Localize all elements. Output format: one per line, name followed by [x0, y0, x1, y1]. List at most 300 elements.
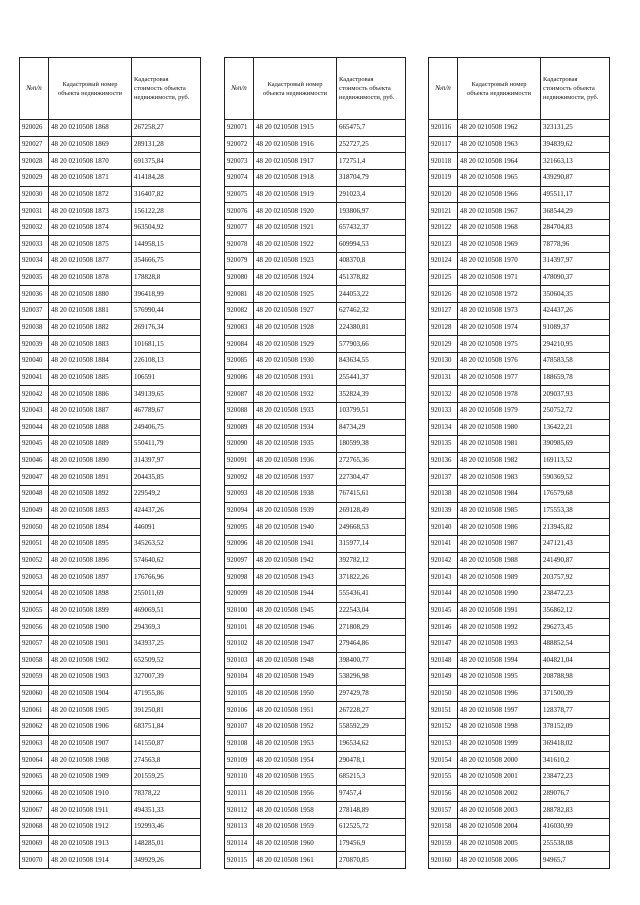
- row-number: 920046: [20, 452, 49, 469]
- table-row: [20, 336, 201, 353]
- cadastral-number: 48 20 0210508 1909: [49, 768, 132, 785]
- cadastral-number: 48 20 0210508 1935: [254, 436, 337, 453]
- row-number: 920065: [20, 768, 49, 785]
- cadastral-number: 48 20 0210508 1950: [254, 685, 337, 702]
- cadastral-number: 48 20 0210508 1893: [49, 502, 132, 519]
- cadastral-number: 48 20 0210508 1969: [458, 236, 541, 253]
- row-number: 920126: [429, 286, 458, 303]
- header-cadastral-value: Кадастровая стоимость объекта недвижимости, руб.: [337, 58, 406, 120]
- table-row: [429, 702, 610, 719]
- cadastral-value: 247121,43: [541, 536, 610, 553]
- cadastral-value: 176766,96: [132, 569, 201, 586]
- cadastral-number: 48 20 0210508 1870: [49, 153, 132, 170]
- cadastral-value: 269176,34: [132, 319, 201, 336]
- cadastral-number: 48 20 0210508 1920: [254, 203, 337, 220]
- table-row: [20, 785, 201, 802]
- row-number: 920075: [225, 186, 254, 203]
- table-row: [20, 652, 201, 669]
- cadastral-value: 349139,65: [132, 386, 201, 403]
- table-row: [225, 369, 406, 386]
- cadastral-value: 284704,83: [541, 219, 610, 236]
- row-number: 920124: [429, 253, 458, 270]
- row-number: 920095: [225, 519, 254, 536]
- table-row: [20, 619, 201, 636]
- table-row: [429, 136, 610, 153]
- table-row: [225, 735, 406, 752]
- cadastral-number: 48 20 0210508 2000: [458, 752, 541, 769]
- cadastral-value: 439290,87: [541, 169, 610, 186]
- cadastral-number: 48 20 0210508 1982: [458, 452, 541, 469]
- cadastral-value: 590369,52: [541, 469, 610, 486]
- cadastral-value: 416030,99: [541, 818, 610, 835]
- cadastral-value: 106591: [132, 369, 201, 386]
- cadastral-number: 48 20 0210508 1975: [458, 336, 541, 353]
- table-row: [225, 818, 406, 835]
- row-number: 920152: [429, 719, 458, 736]
- table-row: [429, 802, 610, 819]
- table-row: [20, 735, 201, 752]
- cadastral-value: 488852,54: [541, 635, 610, 652]
- cadastral-number: 48 20 0210508 1961: [254, 852, 337, 869]
- cadastral-number: 48 20 0210508 1940: [254, 519, 337, 536]
- row-number: 920148: [429, 652, 458, 669]
- cadastral-number: 48 20 0210508 1911: [49, 802, 132, 819]
- table-row: [20, 768, 201, 785]
- row-number: 920051: [20, 536, 49, 553]
- row-number: 920077: [225, 219, 254, 236]
- header-row: [225, 58, 406, 120]
- row-number: 920083: [225, 319, 254, 336]
- cadastral-number: 48 20 0210508 1954: [254, 752, 337, 769]
- cadastral-value: 451378,82: [337, 269, 406, 286]
- row-number: 920041: [20, 369, 49, 386]
- cadastral-number: 48 20 0210508 1901: [49, 635, 132, 652]
- table-row: [225, 785, 406, 802]
- cadastral-value: 315977,14: [337, 536, 406, 553]
- row-number: 920055: [20, 602, 49, 619]
- table-row: [225, 536, 406, 553]
- cadastral-value: 469069,51: [132, 602, 201, 619]
- row-number: 920089: [225, 419, 254, 436]
- cadastral-number: 48 20 0210508 1945: [254, 602, 337, 619]
- table-row: [225, 319, 406, 336]
- row-number: 920105: [225, 685, 254, 702]
- table-row: [20, 352, 201, 369]
- cadastral-value: 193806,97: [337, 203, 406, 220]
- cadastral-number: 48 20 0210508 1900: [49, 619, 132, 636]
- cadastral-number: 48 20 0210508 1868: [49, 120, 132, 137]
- cadastral-value: 341610,2: [541, 752, 610, 769]
- table-row: [225, 768, 406, 785]
- table-row: [225, 702, 406, 719]
- row-number: 920154: [429, 752, 458, 769]
- cadastral-number: 48 20 0210508 1925: [254, 286, 337, 303]
- cadastral-number: 48 20 0210508 1874: [49, 219, 132, 236]
- cadastral-value: 192993,46: [132, 818, 201, 835]
- table-row: [20, 669, 201, 686]
- table-row: [429, 253, 610, 270]
- cadastral-value: 327007,39: [132, 669, 201, 686]
- cadastral-number: 48 20 0210508 1898: [49, 585, 132, 602]
- row-number: 920063: [20, 735, 49, 752]
- row-number: 920132: [429, 386, 458, 403]
- cadastral-value: 349929,26: [132, 852, 201, 869]
- cadastral-value: 574640,62: [132, 552, 201, 569]
- table-row: [429, 818, 610, 835]
- row-number: 920141: [429, 536, 458, 553]
- row-number: 920131: [429, 369, 458, 386]
- row-number: 920078: [225, 236, 254, 253]
- cadastral-value: 274563,8: [132, 752, 201, 769]
- cadastral-number: 48 20 0210508 1990: [458, 585, 541, 602]
- table-row: [225, 153, 406, 170]
- table-row: [20, 536, 201, 553]
- cadastral-value: 288782,83: [541, 802, 610, 819]
- row-number: 920045: [20, 436, 49, 453]
- row-number: 920094: [225, 502, 254, 519]
- cadastral-value: 657432,37: [337, 219, 406, 236]
- cadastral-number: 48 20 0210508 1943: [254, 569, 337, 586]
- row-number: 920147: [429, 635, 458, 652]
- cadastral-number: 48 20 0210508 1899: [49, 602, 132, 619]
- row-number: 920058: [20, 652, 49, 669]
- row-number: 920026: [20, 120, 49, 137]
- cadastral-number: 48 20 0210508 1897: [49, 569, 132, 586]
- table-row: [20, 702, 201, 719]
- cadastral-number: 48 20 0210508 1955: [254, 768, 337, 785]
- table-row: [429, 852, 610, 869]
- table-row: [429, 203, 610, 220]
- cadastral-value: 558592,29: [337, 719, 406, 736]
- cadastral-number: 48 20 0210508 1988: [458, 552, 541, 569]
- row-number: 920103: [225, 652, 254, 669]
- table-row: [225, 236, 406, 253]
- table-row: [225, 602, 406, 619]
- row-number: 920101: [225, 619, 254, 636]
- table-row: [429, 269, 610, 286]
- cadastral-number: 48 20 0210508 1873: [49, 203, 132, 220]
- cadastral-table-3: [428, 57, 610, 869]
- row-number: 920035: [20, 269, 49, 286]
- table-row: [429, 402, 610, 419]
- cadastral-value: 495511,17: [541, 186, 610, 203]
- cadastral-number: 48 20 0210508 1962: [458, 120, 541, 137]
- cadastral-number: 48 20 0210508 1938: [254, 486, 337, 503]
- cadastral-value: 255538,08: [541, 835, 610, 852]
- cadastral-value: 290478,1: [337, 752, 406, 769]
- cadastral-value: 414184,28: [132, 169, 201, 186]
- cadastral-value: 356862,12: [541, 602, 610, 619]
- cadastral-value: 627462,32: [337, 303, 406, 320]
- cadastral-number: 48 20 0210508 1923: [254, 253, 337, 270]
- cadastral-number: 48 20 0210508 1881: [49, 303, 132, 320]
- table-row: [429, 452, 610, 469]
- row-number: 920050: [20, 519, 49, 536]
- cadastral-value: 128378,77: [541, 702, 610, 719]
- row-number: 920033: [20, 236, 49, 253]
- header-row: [20, 58, 201, 120]
- row-number: 920096: [225, 536, 254, 553]
- row-number: 920054: [20, 585, 49, 602]
- table-row: [429, 319, 610, 336]
- cadastral-value: 467789,67: [132, 402, 201, 419]
- cadastral-value: 350604,35: [541, 286, 610, 303]
- table-row: [20, 186, 201, 203]
- row-number: 920091: [225, 452, 254, 469]
- table-row: [225, 186, 406, 203]
- row-number: 920071: [225, 120, 254, 137]
- row-number: 920043: [20, 402, 49, 419]
- row-number: 920157: [429, 802, 458, 819]
- table-row: [225, 719, 406, 736]
- cadastral-value: 371500,39: [541, 685, 610, 702]
- cadastral-number: 48 20 0210508 1959: [254, 818, 337, 835]
- row-number: 920130: [429, 352, 458, 369]
- row-number: 920112: [225, 802, 254, 819]
- cadastral-number: 48 20 0210508 1941: [254, 536, 337, 553]
- header-cadastral-value: Кадастровая стоимость объекта недвижимости, руб.: [132, 58, 201, 120]
- row-number: 920027: [20, 136, 49, 153]
- row-number: 920159: [429, 835, 458, 852]
- cadastral-value: 683751,84: [132, 719, 201, 736]
- table-row: [20, 303, 201, 320]
- table-row: [429, 286, 610, 303]
- cadastral-value: 396418,99: [132, 286, 201, 303]
- row-number: 920144: [429, 585, 458, 602]
- cadastral-value: 226108,13: [132, 352, 201, 369]
- cadastral-number: 48 20 0210508 1883: [49, 336, 132, 353]
- cadastral-value: 101681,15: [132, 336, 201, 353]
- cadastral-number: 48 20 0210508 1939: [254, 502, 337, 519]
- cadastral-value: 229549,2: [132, 486, 201, 503]
- cadastral-value: 665475,7: [337, 120, 406, 137]
- row-number: 920114: [225, 835, 254, 852]
- cadastral-value: 316407,82: [132, 186, 201, 203]
- cadastral-value: 843634,55: [337, 352, 406, 369]
- cadastral-value: 352824,39: [337, 386, 406, 403]
- cadastral-number: 48 20 0210508 1921: [254, 219, 337, 236]
- table-row: [20, 635, 201, 652]
- header-cadastral-number: Кадастровый номер объекта недвижимости: [458, 58, 541, 120]
- cadastral-number: 48 20 0210508 1967: [458, 203, 541, 220]
- cadastral-value: 172751,4: [337, 153, 406, 170]
- table-row: [429, 469, 610, 486]
- cadastral-value: 278148,89: [337, 802, 406, 819]
- row-number: 920081: [225, 286, 254, 303]
- header-cadastral-value: Кадастровая стоимость объекта недвижимости, руб.: [541, 58, 610, 120]
- cadastral-value: 345263,52: [132, 536, 201, 553]
- cadastral-value: 354666,75: [132, 253, 201, 270]
- cadastral-number: 48 20 0210508 1937: [254, 469, 337, 486]
- cadastral-number: 48 20 0210508 2001: [458, 768, 541, 785]
- cadastral-value: 963504,92: [132, 219, 201, 236]
- table-row: [20, 585, 201, 602]
- row-number: 920090: [225, 436, 254, 453]
- table-row: [225, 336, 406, 353]
- cadastral-value: 343937,25: [132, 635, 201, 652]
- cadastral-number: 48 20 0210508 1903: [49, 669, 132, 686]
- row-number: 920080: [225, 269, 254, 286]
- table-row: [20, 569, 201, 586]
- cadastral-value: 267228,27: [337, 702, 406, 719]
- row-number: 920076: [225, 203, 254, 220]
- table-row: [225, 469, 406, 486]
- table-row: [429, 569, 610, 586]
- row-number: 920067: [20, 802, 49, 819]
- cadastral-number: 48 20 0210508 1930: [254, 352, 337, 369]
- cadastral-number: 48 20 0210508 1872: [49, 186, 132, 203]
- cadastral-value: 272765,36: [337, 452, 406, 469]
- cadastral-number: 48 20 0210508 1922: [254, 236, 337, 253]
- table-row: [20, 319, 201, 336]
- row-number: 920127: [429, 303, 458, 320]
- cadastral-number: 48 20 0210508 1991: [458, 602, 541, 619]
- cadastral-value: 478090,37: [541, 269, 610, 286]
- row-number: 920117: [429, 136, 458, 153]
- row-number: 920062: [20, 719, 49, 736]
- row-number: 920123: [429, 236, 458, 253]
- cadastral-number: 48 20 0210508 1919: [254, 186, 337, 203]
- cadastral-number: 48 20 0210508 1951: [254, 702, 337, 719]
- row-number: 920036: [20, 286, 49, 303]
- cadastral-number: 48 20 0210508 1888: [49, 419, 132, 436]
- table-row: [20, 486, 201, 503]
- header-num: №п/п: [429, 58, 458, 120]
- row-number: 920042: [20, 386, 49, 403]
- row-number: 920034: [20, 253, 49, 270]
- row-number: 920030: [20, 186, 49, 203]
- cadastral-number: 48 20 0210508 1934: [254, 419, 337, 436]
- table-row: [429, 652, 610, 669]
- row-number: 920143: [429, 569, 458, 586]
- cadastral-value: 188659,78: [541, 369, 610, 386]
- cadastral-value: 241490,87: [541, 552, 610, 569]
- cadastral-value: 398400,77: [337, 652, 406, 669]
- cadastral-value: 91089,37: [541, 319, 610, 336]
- row-number: 920135: [429, 436, 458, 453]
- table-row: [20, 818, 201, 835]
- cadastral-value: 471955,86: [132, 685, 201, 702]
- table-row: [429, 619, 610, 636]
- cadastral-value: 238472,23: [541, 585, 610, 602]
- cadastral-value: 255011,69: [132, 585, 201, 602]
- table-row: [225, 569, 406, 586]
- cadastral-value: 318704,79: [337, 169, 406, 186]
- table-row: [20, 120, 201, 137]
- cadastral-value: 685215,3: [337, 768, 406, 785]
- row-number: 920106: [225, 702, 254, 719]
- table-row: [225, 352, 406, 369]
- row-number: 920073: [225, 153, 254, 170]
- row-number: 920139: [429, 502, 458, 519]
- table-row: [20, 602, 201, 619]
- table-row: [429, 419, 610, 436]
- table-row: [225, 402, 406, 419]
- cadastral-value: 691375,84: [132, 153, 201, 170]
- row-number: 920134: [429, 419, 458, 436]
- table-row: [429, 719, 610, 736]
- cadastral-number: 48 20 0210508 1976: [458, 352, 541, 369]
- row-number: 920098: [225, 569, 254, 586]
- cadastral-value: 196534,62: [337, 735, 406, 752]
- cadastral-number: 48 20 0210508 1956: [254, 785, 337, 802]
- table-row: [20, 685, 201, 702]
- cadastral-number: 48 20 0210508 1880: [49, 286, 132, 303]
- table-row: [20, 236, 201, 253]
- table-row: [20, 153, 201, 170]
- cadastral-value: 238472,23: [541, 768, 610, 785]
- table-row: [20, 136, 201, 153]
- cadastral-number: 48 20 0210508 1972: [458, 286, 541, 303]
- table-row: [225, 452, 406, 469]
- row-number: 920092: [225, 469, 254, 486]
- cadastral-number: 48 20 0210508 1942: [254, 552, 337, 569]
- row-number: 920145: [429, 602, 458, 619]
- row-number: 920093: [225, 486, 254, 503]
- cadastral-number: 48 20 0210508 1978: [458, 386, 541, 403]
- row-number: 920108: [225, 735, 254, 752]
- row-number: 920136: [429, 452, 458, 469]
- table-row: [225, 386, 406, 403]
- row-number: 920032: [20, 219, 49, 236]
- cadastral-value: 227304,47: [337, 469, 406, 486]
- table-row: [429, 386, 610, 403]
- cadastral-value: 249668,53: [337, 519, 406, 536]
- cadastral-value: 609994,53: [337, 236, 406, 253]
- cadastral-number: 48 20 0210508 1953: [254, 735, 337, 752]
- cadastral-value: 141550,87: [132, 735, 201, 752]
- table-row: [225, 619, 406, 636]
- row-number: 920059: [20, 669, 49, 686]
- cadastral-number: 48 20 0210508 1947: [254, 635, 337, 652]
- cadastral-value: 652509,52: [132, 652, 201, 669]
- table-row: [429, 219, 610, 236]
- row-number: 920044: [20, 419, 49, 436]
- table-row: [429, 835, 610, 852]
- cadastral-value: 179456,9: [337, 835, 406, 852]
- cadastral-number: 48 20 0210508 1884: [49, 352, 132, 369]
- cadastral-number: 48 20 0210508 1964: [458, 153, 541, 170]
- row-number: 920122: [429, 219, 458, 236]
- cadastral-number: 48 20 0210508 1877: [49, 253, 132, 270]
- row-number: 920138: [429, 486, 458, 503]
- cadastral-value: 203757,92: [541, 569, 610, 586]
- cadastral-number: 48 20 0210508 1965: [458, 169, 541, 186]
- row-number: 920064: [20, 752, 49, 769]
- table-row: [429, 685, 610, 702]
- cadastral-number: 48 20 0210508 1971: [458, 269, 541, 286]
- cadastral-number: 48 20 0210508 1928: [254, 319, 337, 336]
- header-cadastral-number: Кадастровый номер объекта недвижимости: [254, 58, 337, 120]
- table-row: [429, 536, 610, 553]
- table-row: [429, 153, 610, 170]
- cadastral-number: 48 20 0210508 1896: [49, 552, 132, 569]
- table-row: [20, 369, 201, 386]
- table-row: [225, 519, 406, 536]
- row-number: 920137: [429, 469, 458, 486]
- cadastral-number: 48 20 0210508 1904: [49, 685, 132, 702]
- cadastral-number: 48 20 0210508 1995: [458, 669, 541, 686]
- cadastral-number: 48 20 0210508 1908: [49, 752, 132, 769]
- cadastral-number: 48 20 0210508 1981: [458, 436, 541, 453]
- row-number: 920049: [20, 502, 49, 519]
- cadastral-value: 494351,33: [132, 802, 201, 819]
- table-row: [429, 186, 610, 203]
- row-number: 920160: [429, 852, 458, 869]
- cadastral-value: 269128,49: [337, 502, 406, 519]
- row-number: 920153: [429, 735, 458, 752]
- cadastral-value: 368544,29: [541, 203, 610, 220]
